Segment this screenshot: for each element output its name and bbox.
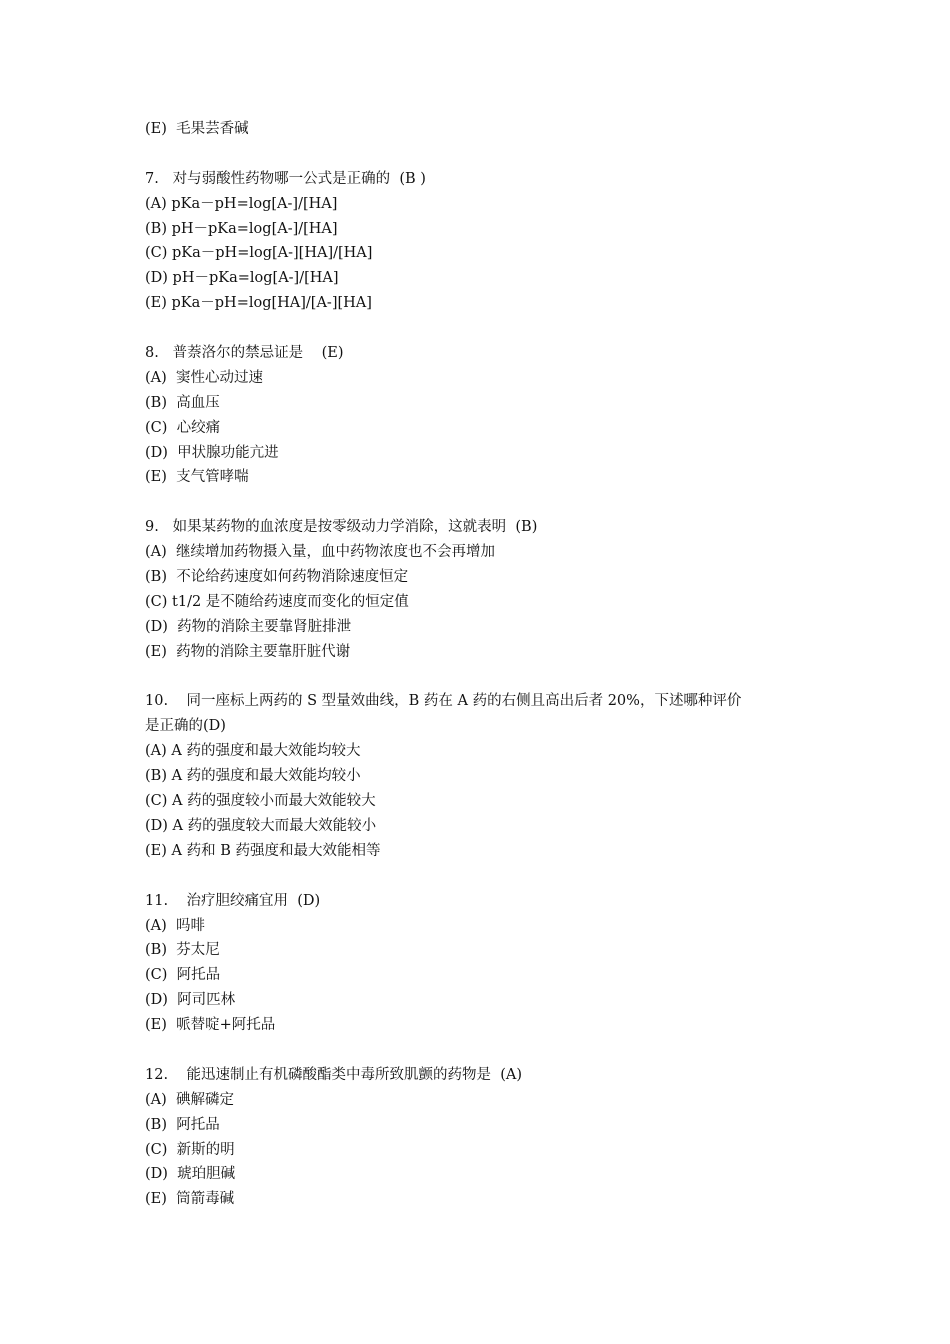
question-7 [145,167,825,316]
lead-option: (E) 毛果芸香碱 [145,121,249,137]
option-d: (D) 阿司匹林 [145,992,236,1009]
question-stem: 12. 能迅速制止有机磷酸酯类中毒所致肌颤的药物是 (A) [145,1066,522,1083]
question-stem: 11. 治疗胆绞痛宜用 (D) [145,892,321,909]
option-e: (E) 筒箭毒碱 [145,1191,235,1208]
option-a: (A) pKa－pH=log[A-]/[HA] [145,195,338,212]
option-d: (D) A 药的强度较大而最大效能较小 [145,817,377,834]
page-content [145,117,825,1212]
option-a: (A) 继续增加药物摄入量，血中药物浓度也不会再增加 [145,544,496,561]
option-a: (A) 窦性心动过速 [145,369,264,386]
option-e: (E) A 药和 B 药强度和最大效能相等 [145,842,381,859]
option-d: (D) 药物的消除主要靠肾脏排泄 [145,618,352,635]
option-b: (B) A 药的强度和最大效能均较小 [145,768,361,785]
option-d: (D) 琥珀胆碱 [145,1166,236,1183]
option-e: (E) 哌替啶+阿托品 [145,1017,276,1034]
option-a: (A) 碘解磷定 [145,1091,235,1108]
option-b: (B) 芬太尼 [145,942,220,959]
question-8 [145,341,825,490]
option-c: (C) 新斯的明 [145,1141,235,1158]
option-e: (E) 支气管哮喘 [145,469,249,486]
question-stem-line-2: 是正确的(D) [145,718,226,735]
question-10 [145,689,825,863]
question-stem-line-1: 10. 同一座标上两药的 S 型量效曲线，B 药在 A 药的右侧且高出后者 20%，下述哪种评价 [145,693,742,710]
question-stem: 9. 如果某药物的血浓度是按零级动力学消除，这就表明 (B) [145,519,538,536]
option-b: (B) pH－pKa=log[A-]/[HA] [145,220,338,237]
option-b: (B) 不论给药速度如何药物消除速度恒定 [145,569,409,586]
option-c: (C) t1/2 是不随给药速度而变化的恒定值 [145,593,409,610]
option-c: (C) 阿托品 [145,967,221,984]
option-c: (C) A 药的强度较小而最大效能较大 [145,793,376,810]
option-c: (C) 心绞痛 [145,419,221,436]
option-c: (C) pKa－pH=log[A-][HA]/[HA] [145,245,373,262]
question-12 [145,1063,825,1212]
question-11 [145,889,825,1038]
question-stem: 8. 普萘洛尔的禁忌证是 (E) [145,345,344,362]
option-a: (A) A 药的强度和最大效能均较大 [145,743,361,760]
option-b: (B) 阿托品 [145,1116,220,1133]
question-9 [145,515,825,664]
option-d: (D) pH－pKa=log[A-]/[HA] [145,270,339,287]
option-b: (B) 高血压 [145,394,220,411]
question-stem: 7. 对与弱酸性药物哪一公式是正确的 (B ) [145,170,426,187]
option-e: (E) pKa－pH=log[HA]/[A-][HA] [145,295,372,312]
option-a: (A) 吗啡 [145,917,206,934]
option-d: (D) 甲状腺功能亢进 [145,444,279,461]
option-e: (E) 药物的消除主要靠肝脏代谢 [145,643,351,660]
